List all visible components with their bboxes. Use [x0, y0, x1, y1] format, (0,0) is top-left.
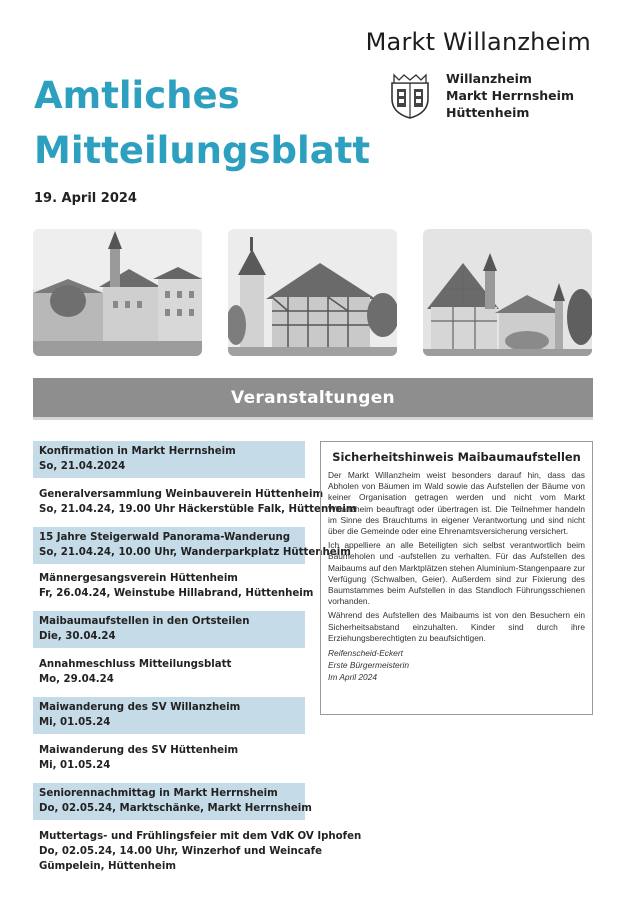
town-hall-photo	[423, 229, 592, 356]
event-title: Generalversammlung Weinbauverein Hüttenheim	[39, 489, 324, 500]
event-item	[33, 484, 357, 521]
notice-title: Sicherheitshinweis Maibaumaufstellen	[332, 450, 581, 464]
event-title: Seniorennachmittag in Markt Herrnsheim	[39, 788, 278, 799]
notice-paragraph: Der Markt Willanzheim weist besonders darauf hin, dass das Abholen von Bäumen im Wald sowie das Aufstellen der Bäume von keiner Organisation getragen werden und nicht vom Markt Willanzheim beauftragt oder übertragen ist. Die Teilnehmer handeln im Sinne des Brauchtums in eigener Verantwortung und sind nicht über die Gemeinde oder eine Ehrenamtsversicherung versichert.	[328, 470, 585, 537]
event-title: Maibaumaufstellen in den Ortsteilen	[39, 616, 250, 627]
event-title: Annahmeschluss Mitteilungsblatt	[39, 659, 232, 670]
event-item	[33, 740, 305, 777]
event-item-highlighted	[33, 783, 312, 820]
event-details: Do, 02.05.24, 14.00 Uhr, Winzerhof und Weincafe	[39, 846, 322, 857]
event-item-highlighted	[33, 527, 351, 564]
coat-of-arms-icon	[388, 71, 432, 119]
safety-notice-box	[320, 441, 593, 715]
town-name: Willanzheim	[446, 71, 532, 86]
town-name: Markt Herrnsheim	[446, 88, 574, 103]
event-item-highlighted	[33, 611, 305, 648]
town-list	[446, 70, 574, 121]
event-details: Mo, 29.04.24	[39, 674, 114, 685]
event-item	[33, 826, 362, 878]
event-title: 15 Jahre Steigerwald Panorama-Wanderung	[39, 532, 291, 543]
event-details: So, 21.04.24, 10.00 Uhr, Wanderparkplatz Hüttenheim	[39, 547, 351, 558]
event-details: Fr, 26.04.24, Weinstube Hillabrand, Hüttenheim	[39, 588, 314, 599]
signature-line: Im April 2024	[328, 672, 378, 683]
signature-line: Reifenscheid-Eckert	[328, 648, 403, 659]
event-item-highlighted	[33, 441, 305, 478]
town-name: Hüttenheim	[446, 105, 530, 120]
event-details: Gümpelein, Hüttenheim	[39, 861, 176, 872]
title-line: Mitteilungsblatt	[34, 129, 371, 172]
event-details: Mi, 01.05.24	[39, 717, 111, 728]
title-line: Amtliches	[34, 74, 240, 117]
timber-frame-house-photo	[228, 229, 397, 356]
issue-date: 19. April 2024	[34, 191, 137, 206]
event-title: Muttertags- und Frühlingsfeier mit dem VdK OV Iphofen	[39, 831, 362, 842]
church-square-photo	[33, 229, 202, 356]
event-details: Do, 02.05.24, Marktschänke, Markt Herrnsheim	[39, 803, 312, 814]
section-heading: Veranstaltungen	[33, 378, 593, 420]
notice-paragraph: Während des Aufstellen des Maibaums ist von den Besuchern ein Sicherheitsabstand einzuhalten. Kinder sind durch ihre Erziehungsberechtigten zu beaufsichtigen.	[328, 610, 585, 643]
event-details: Mi, 01.05.24	[39, 760, 111, 771]
event-title: Männergesangsverein Hüttenheim	[39, 573, 238, 584]
event-title: Maiwanderung des SV Hüttenheim	[39, 745, 239, 756]
event-title: Konfirmation in Markt Herrnsheim	[39, 446, 236, 457]
event-details: So, 21.04.2024	[39, 461, 126, 472]
event-item	[33, 654, 305, 691]
market-name: Markt Willanzheim	[365, 28, 591, 56]
event-title: Maiwanderung des SV Willanzheim	[39, 702, 241, 713]
event-details: So, 21.04.24, 19.00 Uhr Häckerstüble Falk, Hüttenheim	[39, 504, 357, 515]
event-details: Die, 30.04.24	[39, 631, 116, 642]
event-item	[33, 568, 314, 605]
event-item-highlighted	[33, 697, 305, 734]
signature-line: Erste Bürgermeisterin	[328, 660, 409, 671]
notice-paragraph: Ich appelliere an alle Beteiligten sich selbst verantwortlich beim Bäumeholen und -aufstellen zu verhalten. Für das Aufstellen des Maibaums auf den Marktplätzen stehen Aluminium-Stangenpaare zur Verfügung (Schwalben, Geier). Außerdem sind zur Fixierung des Baumstammes beim Aufstellen in das Standloch Führungsschienen vorhanden.	[328, 540, 585, 607]
page-title	[34, 68, 370, 178]
